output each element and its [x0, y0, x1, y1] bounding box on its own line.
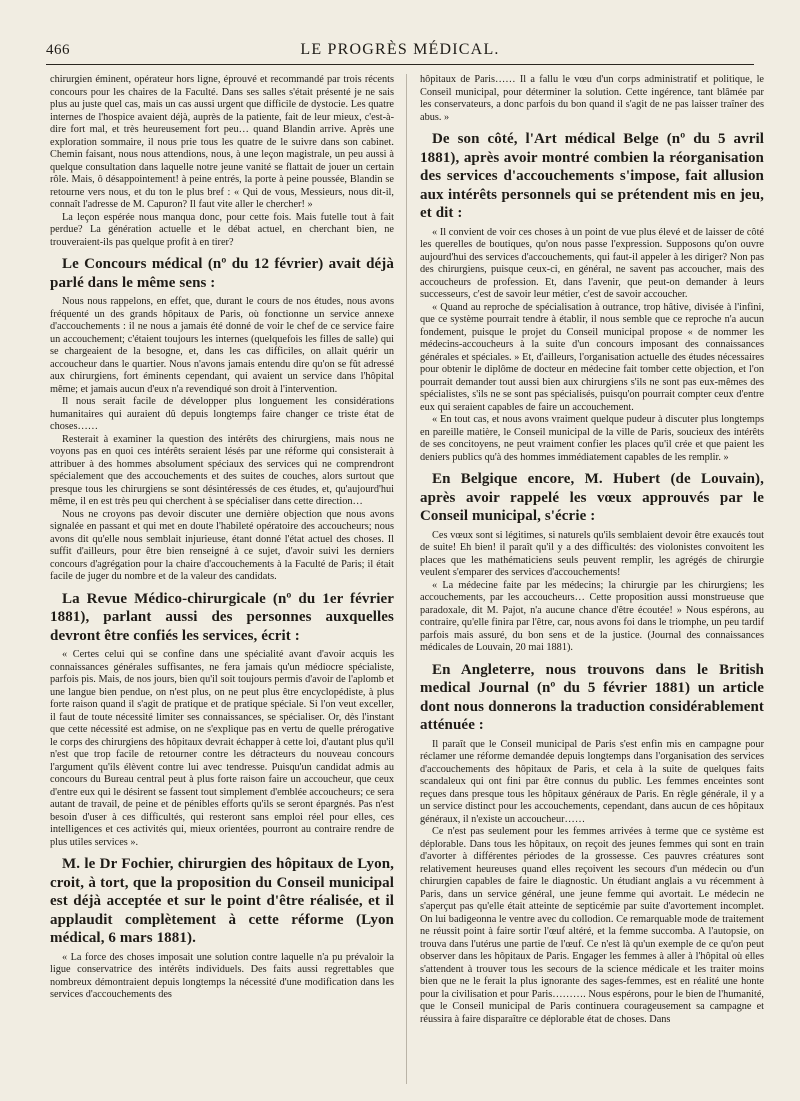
section-lead: La Revue Médico-chirurgicale (nº du 1er février 1881), parlant aussi des personnes auxquelles devront être confiés les services, écrit :: [50, 590, 394, 644]
right-text-column: [420, 74, 764, 1084]
body-paragraph: Il paraît que le Conseil municipal de Paris s'est enfin mis en campagne pour réclamer une réforme demandée depuis longtemps dans l'organisation des services d'accouchements des hôpitaux de Paris, et cela à la suite de quelques faits scandaleux qui ont fini par être connus du public. Les femmes enceintes sont reçues dans presque tous les hôpitaux généraux de Paris. En règle générale, il y a un service distinct pour les accouchements, cependant, dans aucun de ces hôpitaux généraux, il n'existe un accoucheur……: [420, 738, 764, 825]
body-paragraph: Nous nous rappelons, en effet, que, durant le cours de nos études, nous avons fréquenté un des grands hôpitaux de Paris, où fonctionne un service annexe d'accouchements : il ne nous a jamais été donné de voir le chef de ce service faire un accouchement; c'étaient toujours les internes (quelquefois les filles de salle) qui se chargeaient de la besogne, et, dans les cas difficiles, on allait quérir un accoucheur dans le quartier. Nous n'avons jamais entendu dire qu'on se fût adressé aux chirurgiens, fort éminents cependant, qui avaient un service dans l'hôpital même; et jamais aucun d'eux n'a revendiqué son droit à l'intervention.: [50, 296, 394, 395]
section-lead: M. le Dr Fochier, chirurgien des hôpitaux de Lyon, croit, à tort, que la proposition du Conseil municipal est déjà acceptée et sur le point d'être réalisée, et il applaudit complètement à cette réforme (Lyon médical, 6 mars 1881).: [50, 856, 394, 946]
body-paragraph: Resterait à examiner la question des intérêts des chirurgiens, mais nous ne voyons pas en quoi ces intérêts seraient lésés par une réforme qui consisterait à attribuer à des hommes absolument spéciaux des services qui ne comprendront spécialement que des accouchements et des suites de couches, alors surtout que presque tous les chirurgiens se sont désintéressés de ces études, et, qu'aujourd'hui même, il en est très peu qui cherchent à se spécialiser dans cette direction…: [50, 433, 394, 507]
body-paragraph: hôpitaux de Paris…… Il a fallu le vœu d'un corps administratif et politique, le Conseil municipal, pour déterminer la solution. Cette ingérence, tant blâmée par les conservateurs, a donc parfois du bon quand il s'agit de ne pas laisser traîner des abus. »: [420, 74, 764, 123]
body-paragraph: Ce n'est pas seulement pour les femmes arrivées à terme que ce système est déplorable. Dans tous les hôpitaux, on reçoit des jeunes femmes qui sont en train d'avorter à différentes périodes de la grossesse. Ces pauvres créatures sont relativement heureuses quand elles reçoivent les secours d'un médecin ou d'un chirurgien capables de faire le diagnostic. Un étudiant anglais a vu récemment à Paris, dans un service général, une jeune femme qui avortait. Le médecin ne s'aperçut pas qu'elle était atteinte de septicémie par suite d'avortement incomplet. On lui badigeonna le ventre avec du collodion. Ce remarquable mode de traitement ne réussit point à faire sortir l'œuf altéré, et la femme succomba. A l'autopsie, on trouva dans l'utérus une partie de l'œuf. Ce n'est là qu'un exemple de ce qu'on peut observer dans les hôpitaux de Paris. Engager les femmes à aller à l'hôpital où elles s'attendent à trouver tous les secours de la science médicale et les traiter moins bien que ne le ferait la plus ignorante des sages-femmes, est en réalité une honte pour la civilisation et pour Paris………. Nous espérons, pour le bien de l'humanité, que le Conseil municipal de Paris continuera courageusement sa campagne et réussira à faire disparaître ce déplorable état de choses. Dans: [420, 826, 764, 1025]
section-lead: Le Concours médical (nº du 12 février) avait déjà parlé dans le même sens :: [50, 256, 394, 291]
body-paragraph: La leçon espérée nous manqua donc, pour cette fois. Mais futelle tout à fait perdue? La génération actuelle et le débat actuel, en cherchant bien, ne trouveraient-ils pas quelque profit à en tirer?: [50, 211, 394, 248]
body-paragraph: Il nous serait facile de développer plus longuement les considérations humanitaires qui auraient dû depuis longtemps faire changer ce triste état de choses……: [50, 396, 394, 432]
page-number: 466: [46, 42, 70, 58]
body-paragraph: Ces vœux sont si légitimes, si naturels qu'ils semblaient devoir être exaucés tout de suite! Eh bien! il paraît qu'il y a des difficultés: des violonistes convoitent les places que les mathématiciens seuls peuvent remplir, les agrégés de chirurgie veulent s'emparer des services d'accouchements!: [420, 529, 764, 578]
body-paragraph: « Certes celui qui se confine dans une spécialité avant d'avoir acquis les connaissances générales suffisantes, ne fera jamais qu'un médiocre spécialiste, parfois pis. Mais, de nos jours, bien qu'il soit toujours permis d'avoir de l'aplomb et une langue bien pendue, on n'est plus, on ne peut plus être encyclopédiste, à plus forte raison quand il s'agit de pratique et de pratique spéciale. Si l'on veut exceller, il faut de toute nécessité limiter ses connaissances, se spécialiser. Or, dès l'instant que cette nécessité est admise, on ne s'explique pas en vertu de quelle prérogative le corps des chirurgiens des hôpitaux devrait échapper à cette loi, d'autant plus qu'il n'est que trop facile de retourner contre les détracteurs du nouveau concours l'argument qu'ils élèvent contre lui avec tendresse. Puisqu'un candidat admis au concours du Bureau central peut à plus forte raison faire un accoucheur, que ceux d'entre eux qui le désirent se fassent tout simplement d'emblée accoucheurs; ce sera autant de travail, de peine et de pénibles efforts qu'ils se seront épargnés. Pas n'est besoin d'user à ces difficultés, qui resteront sans emploi réel pour elles, ces intelligences et ces activités qui, mieux orientées, pourront au contraire rendre de plus utiles services ».: [50, 649, 394, 848]
body-paragraph: « La médecine faite par les médecins; la chirurgie par les chirurgiens; les accouchements, par les accoucheurs… Cette proposition aussi monstrueuse que paradoxale, dit M. Pajot, n'a aucune chance d'être écoutée! » Nous espérons, au contraire, qu'elle finira par l'être, car, nous avons foi dans le triomphe, un peu tardif parfois mais assuré, du bon sens et de la justice. (Journal des connaissances médicales de Louvain, 20 mai 1881).: [420, 579, 764, 653]
column-divider: [406, 74, 407, 1084]
journal-title: LE PROGRÈS MÉDICAL.: [300, 41, 500, 58]
section-lead: En Belgique encore, M. Hubert (de Louvain), après avoir rappelé les vœux approuvés par le Conseil municipal, s'écrie :: [420, 471, 764, 524]
section-lead: En Angleterre, nous trouvons dans le British medical Journal (nº du 5 février 1881) un article dont nous donnerons la traduction considérablement atténuée :: [420, 661, 764, 733]
page-header: [46, 40, 754, 65]
section-lead: De son côté, l'Art médical Belge (nº du 5 avril 1881), après avoir montré combien la réorganisation des services d'accouchements s'impose, fait allusion aux intérêts personnels qui se prétendent mis en jeu, et dit :: [420, 131, 764, 221]
body-paragraph: « Il convient de voir ces choses à un point de vue plus élevé et de laisser de côté les querelles de boutiques, qu'on nous passe l'expression. Supposons qu'on ouvre aujourd'hui des services d'accouchements, qui faut-il appeler à les diriger? Non pas des chirurgiens, puisque ceux-ci, en général, ne savent pas accoucher, mais des accoucheurs de profession. Et, dans l'avenir, que peut-on demander à leurs successeurs, c'est de savoir leur métier, c'est de savoir accoucher.: [420, 226, 764, 300]
body-paragraph: « Quand au reproche de spécialisation à outrance, trop hâtive, divisée à l'infini, que ce système pourrait tendre à établir, il nous semble que ce reproche n'a aucun fondement, puisque le projet du Conseil municipal propose « de nommer les médecins-accoucheurs à la suite d'un concours imposant des connaissances générales et spéciales. » Et, d'ailleurs, l'organisation actuelle des études nécessaires pour obtenir le diplôme de docteur en médecine fait tomber cette objection, et l'on pourrait demander tout aussi bien aux chirurgiens s'ils ne sont pas eux-mêmes des spécialistes, s'ils ne se sont pas spécialisés, puisqu'on pourrait compter ceux d'entre eux qui seraient capables de faire un accouchement.: [420, 301, 764, 413]
body-paragraph: « La force des choses imposait une solution contre laquelle n'a pu prévaloir la ligue conservatrice des intérêts individuels. Des faits aussi regrettables que nombreux démontraient depuis longtemps la nécessité d'une modification dans les services d'accouchements des: [50, 951, 394, 1000]
left-text-column: [50, 74, 394, 1084]
body-paragraph: Nous ne croyons pas devoir discuter une dernière objection que nous avons signalée en passant et qui met en doute l'habileté opératoire des accoucheurs; nous avons dit qu'elle nous semblait injurieuse, étant donné l'état actuel des choses. Il suffit d'ailleurs, pour être bien renseigné à ce sujet, d'avoir suivi les derniers concours d'agrégation pour la chaire d'accouchements à la Faculté de Paris; il était facile de juger du nombre et de la valeur des candidats.: [50, 508, 394, 582]
body-paragraph: chirurgien éminent, opérateur hors ligne, éprouvé et recommandé par trois récents concours pour les chaires de la Faculté. Dans ses salles s'était présenté je ne sais plus au juste quel cas, mais un cas aussi urgent que difficile de dystocie. Les quatre internes de l'hospice avaient déjà, auprès de la patiente, fait de leur mieux, c'est-à-dire fort mal, et très heureusement fort peu… quand Blandin arrive. Après une exploration sommaire, il nous prie tous les quatre de le suivre dans son cabinet. Chemin faisant, nous nous attendions, nous, à une leçon magistrale, un peu aussi à quelque consultation dans laquelle notre jeune vanité se flattait de jouer un certain rôle. Mais, ô désappointement! à peine entrés, la porte à peine poussée, Blandin se retourne vers nous, et du ton le plus bref : « Qui de vous, Messieurs, nous dit-il, connaît l'adresse de M. Capuron? Il faut vite aller le chercher! »: [50, 74, 394, 210]
body-paragraph: « En tout cas, et nous avons vraiment quelque pudeur à discuter plus longtemps en pareille matière, le Conseil municipal de la ville de Paris, soucieux des intérêts de ses concitoyens, ne peut vraiment confier les places qu'il crée et que paient les deniers publics qu'à des hommes immédiatement capables de les remplir. »: [420, 414, 764, 463]
